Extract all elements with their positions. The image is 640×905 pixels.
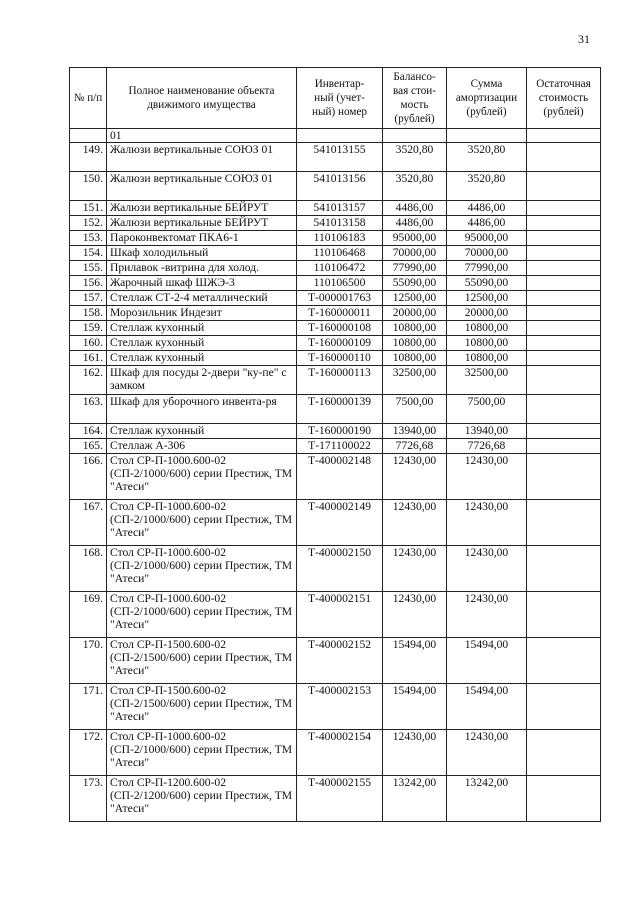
- cell-number: 165.: [70, 439, 107, 454]
- cell-residual: [527, 638, 601, 684]
- cell-name: Шкаф для уборочного инвента-ря: [107, 395, 297, 424]
- cell-amortization: 12430,00: [447, 730, 527, 776]
- table-header-row: [70, 68, 601, 129]
- cell-inventory: Т-160000113: [297, 366, 383, 395]
- cell-number: 157.: [70, 291, 107, 306]
- cell-number: 173.: [70, 776, 107, 822]
- cell-name: Прилавок -витрина для холод.: [107, 261, 297, 276]
- cell-inventory: Т-400002153: [297, 684, 383, 730]
- cell-balance: 70000,00: [383, 246, 447, 261]
- cell-amortization: 13242,00: [447, 776, 527, 822]
- cell-number: 154.: [70, 246, 107, 261]
- cell-inventory: Т-160000110: [297, 351, 383, 366]
- cell-number: 160.: [70, 336, 107, 351]
- cell-number: 163.: [70, 395, 107, 424]
- cell-amortization: 95000,00: [447, 231, 527, 246]
- cell-inventory: [297, 129, 383, 143]
- cell-amortization: 12430,00: [447, 500, 527, 546]
- cell-name: Стол СР-П-1000.600-02 (СП-2/1000/600) серии Престиж, ТМ "Атеси": [107, 500, 297, 546]
- table-row: [70, 351, 601, 366]
- cell-number: 158.: [70, 306, 107, 321]
- cell-number: 170.: [70, 638, 107, 684]
- table-row: [70, 261, 601, 276]
- cell-name: Стеллаж кухонный: [107, 351, 297, 366]
- table-row: [70, 216, 601, 231]
- cell-residual: [527, 336, 601, 351]
- cell-amortization: 15494,00: [447, 684, 527, 730]
- cell-balance: 12430,00: [383, 592, 447, 638]
- cell-inventory: Т-400002152: [297, 638, 383, 684]
- cell-name: Стеллаж кухонный: [107, 321, 297, 336]
- cell-balance: 12430,00: [383, 500, 447, 546]
- cell-number: 164.: [70, 424, 107, 439]
- cell-number: 162.: [70, 366, 107, 395]
- table-row: [70, 730, 601, 776]
- cell-name: Жарочный шкаф ШЖЭ-3: [107, 276, 297, 291]
- cell-residual: [527, 546, 601, 592]
- cell-balance: 20000,00: [383, 306, 447, 321]
- cell-amortization: 77990,00: [447, 261, 527, 276]
- cell-residual: [527, 592, 601, 638]
- cell-amortization: 3520,80: [447, 172, 527, 201]
- cell-name: Стеллаж кухонный: [107, 424, 297, 439]
- cell-number: 168.: [70, 546, 107, 592]
- header-balance-value: Балансо- вая стои- мость (рублей): [383, 68, 447, 129]
- table-row: [70, 172, 601, 201]
- cell-number: 172.: [70, 730, 107, 776]
- table-row: [70, 500, 601, 546]
- cell-name: Жалюзи вертикальные БЕЙРУТ: [107, 201, 297, 216]
- cell-name: Жалюзи вертикальные СОЮЗ 01: [107, 143, 297, 172]
- cell-number: 169.: [70, 592, 107, 638]
- cell-name: Жалюзи вертикальные БЕЙРУТ: [107, 216, 297, 231]
- table-row: [70, 776, 601, 822]
- header-inventory-number: Инвентар- ный (учет- ный) номер: [297, 68, 383, 129]
- cell-number: 159.: [70, 321, 107, 336]
- cell-name: Стол СР-П-1000.600-02 (СП-2/1000/600) серии Престиж, ТМ "Атеси": [107, 454, 297, 500]
- cell-amortization: 4486,00: [447, 216, 527, 231]
- inventory-table: [69, 67, 601, 822]
- cell-balance: 12430,00: [383, 454, 447, 500]
- table-row: [70, 395, 601, 424]
- cell-amortization: 10800,00: [447, 351, 527, 366]
- cell-balance: 12430,00: [383, 546, 447, 592]
- cell-balance: [383, 129, 447, 143]
- cell-residual: [527, 231, 601, 246]
- cell-balance: 15494,00: [383, 684, 447, 730]
- cell-residual: [527, 454, 601, 500]
- cell-residual: [527, 261, 601, 276]
- table-row: [70, 201, 601, 216]
- table-row: [70, 454, 601, 500]
- cell-amortization: 12430,00: [447, 546, 527, 592]
- cell-amortization: 12500,00: [447, 291, 527, 306]
- cell-balance: 32500,00: [383, 366, 447, 395]
- cell-number: 161.: [70, 351, 107, 366]
- cell-inventory: 541013155: [297, 143, 383, 172]
- table-row: [70, 276, 601, 291]
- cell-residual: [527, 395, 601, 424]
- cell-name: Морозильник Индезит: [107, 306, 297, 321]
- table-row: [70, 424, 601, 439]
- cell-balance: 77990,00: [383, 261, 447, 276]
- cell-number: 149.: [70, 143, 107, 172]
- cell-residual: [527, 291, 601, 306]
- cell-residual: [527, 201, 601, 216]
- cell-amortization: 3520,80: [447, 143, 527, 172]
- cell-inventory: 110106500: [297, 276, 383, 291]
- cell-inventory: Т-160000190: [297, 424, 383, 439]
- cell-inventory: Т-000001763: [297, 291, 383, 306]
- cell-residual: [527, 216, 601, 231]
- cell-inventory: Т-400002149: [297, 500, 383, 546]
- cell-number: 156.: [70, 276, 107, 291]
- cell-residual: [527, 424, 601, 439]
- cell-balance: 3520,80: [383, 143, 447, 172]
- cell-amortization: 7726,68: [447, 439, 527, 454]
- table-row: [70, 439, 601, 454]
- cell-residual: [527, 321, 601, 336]
- cell-balance: 7726,68: [383, 439, 447, 454]
- cell-amortization: 12430,00: [447, 592, 527, 638]
- cell-residual: [527, 143, 601, 172]
- cell-balance: 10800,00: [383, 351, 447, 366]
- cell-number: 166.: [70, 454, 107, 500]
- cell-inventory: 541013157: [297, 201, 383, 216]
- table-row: [70, 592, 601, 638]
- cell-inventory: Т-400002148: [297, 454, 383, 500]
- continuation-row: [70, 129, 601, 143]
- cell-amortization: 4486,00: [447, 201, 527, 216]
- cell-number: [70, 129, 107, 143]
- cell-name: Пароконвектомат ПКА6-1: [107, 231, 297, 246]
- cell-name: Стеллаж кухонный: [107, 336, 297, 351]
- header-residual-value: Остаточная стоимость (рублей): [527, 68, 601, 129]
- cell-name: Шкаф холодильный: [107, 246, 297, 261]
- cell-balance: 15494,00: [383, 638, 447, 684]
- cell-balance: 3520,80: [383, 172, 447, 201]
- cell-amortization: 15494,00: [447, 638, 527, 684]
- table-row: [70, 366, 601, 395]
- cell-inventory: 110106468: [297, 246, 383, 261]
- table-row: [70, 336, 601, 351]
- cell-amortization: 12430,00: [447, 454, 527, 500]
- table-row: [70, 306, 601, 321]
- header-object-name: Полное наименование объекта движимого имущества: [107, 68, 297, 129]
- cell-name: 01: [107, 129, 297, 143]
- table-row: [70, 684, 601, 730]
- cell-name: Стол СР-П-1500.600-02 (СП-2/1500/600) серии Престиж, ТМ "Атеси": [107, 638, 297, 684]
- cell-name: Стол СР-П-1000.600-02 (СП-2/1000/600) серии Престиж, ТМ "Атеси": [107, 546, 297, 592]
- cell-inventory: 110106183: [297, 231, 383, 246]
- table-row: [70, 143, 601, 172]
- cell-amortization: 70000,00: [447, 246, 527, 261]
- table-row: [70, 246, 601, 261]
- cell-residual: [527, 276, 601, 291]
- table-row: [70, 638, 601, 684]
- cell-amortization: 55090,00: [447, 276, 527, 291]
- cell-inventory: 110106472: [297, 261, 383, 276]
- cell-number: 155.: [70, 261, 107, 276]
- cell-balance: 13242,00: [383, 776, 447, 822]
- cell-balance: 95000,00: [383, 231, 447, 246]
- cell-balance: 7500,00: [383, 395, 447, 424]
- cell-residual: [527, 246, 601, 261]
- cell-amortization: 7500,00: [447, 395, 527, 424]
- cell-balance: 12500,00: [383, 291, 447, 306]
- cell-number: 167.: [70, 500, 107, 546]
- header-number: № п/п: [70, 68, 107, 129]
- cell-name: Шкаф для посуды 2-двери "ку-пе" с замком: [107, 366, 297, 395]
- cell-residual: [527, 730, 601, 776]
- table-row: [70, 321, 601, 336]
- cell-name: Стеллаж СТ-2-4 металлический: [107, 291, 297, 306]
- cell-residual: [527, 439, 601, 454]
- cell-name: Стеллаж А-306: [107, 439, 297, 454]
- cell-inventory: Т-400002150: [297, 546, 383, 592]
- cell-residual: [527, 366, 601, 395]
- cell-balance: 10800,00: [383, 336, 447, 351]
- cell-number: 153.: [70, 231, 107, 246]
- cell-residual: [527, 351, 601, 366]
- cell-inventory: 541013158: [297, 216, 383, 231]
- table-row: [70, 291, 601, 306]
- cell-amortization: [447, 129, 527, 143]
- table-row: [70, 546, 601, 592]
- cell-residual: [527, 500, 601, 546]
- cell-amortization: 13940,00: [447, 424, 527, 439]
- cell-number: 171.: [70, 684, 107, 730]
- cell-name: Стол СР-П-1000.600-02 (СП-2/1000/600) серии Престиж, ТМ "Атеси": [107, 592, 297, 638]
- cell-inventory: Т-400002151: [297, 592, 383, 638]
- cell-residual: [527, 776, 601, 822]
- cell-residual: [527, 684, 601, 730]
- cell-name: Жалюзи вертикальные СОЮЗ 01: [107, 172, 297, 201]
- cell-balance: 12430,00: [383, 730, 447, 776]
- cell-residual: [527, 306, 601, 321]
- cell-amortization: 10800,00: [447, 336, 527, 351]
- cell-inventory: Т-160000109: [297, 336, 383, 351]
- cell-balance: 13940,00: [383, 424, 447, 439]
- cell-inventory: Т-171100022: [297, 439, 383, 454]
- table-row: [70, 231, 601, 246]
- cell-name: Стол СР-П-1500.600-02 (СП-2/1500/600) серии Престиж, ТМ "Атеси": [107, 684, 297, 730]
- cell-inventory: 541013156: [297, 172, 383, 201]
- cell-inventory: Т-400002154: [297, 730, 383, 776]
- cell-balance: 4486,00: [383, 216, 447, 231]
- cell-residual: [527, 172, 601, 201]
- cell-inventory: Т-160000108: [297, 321, 383, 336]
- cell-balance: 10800,00: [383, 321, 447, 336]
- cell-amortization: 32500,00: [447, 366, 527, 395]
- cell-balance: 55090,00: [383, 276, 447, 291]
- cell-inventory: Т-160000011: [297, 306, 383, 321]
- cell-number: 151.: [70, 201, 107, 216]
- cell-balance: 4486,00: [383, 201, 447, 216]
- header-amortization: Сумма амортизации (рублей): [447, 68, 527, 129]
- cell-number: 150.: [70, 172, 107, 201]
- cell-number: 152.: [70, 216, 107, 231]
- cell-amortization: 10800,00: [447, 321, 527, 336]
- cell-name: Стол СР-П-1200.600-02 (СП-2/1200/600) серии Престиж, ТМ "Атеси": [107, 776, 297, 822]
- cell-name: Стол СР-П-1000.600-02 (СП-2/1000/600) серии Престиж, ТМ "Атеси": [107, 730, 297, 776]
- cell-inventory: Т-400002155: [297, 776, 383, 822]
- cell-inventory: Т-160000139: [297, 395, 383, 424]
- cell-residual: [527, 129, 601, 143]
- page-number: 31: [578, 32, 590, 46]
- cell-amortization: 20000,00: [447, 306, 527, 321]
